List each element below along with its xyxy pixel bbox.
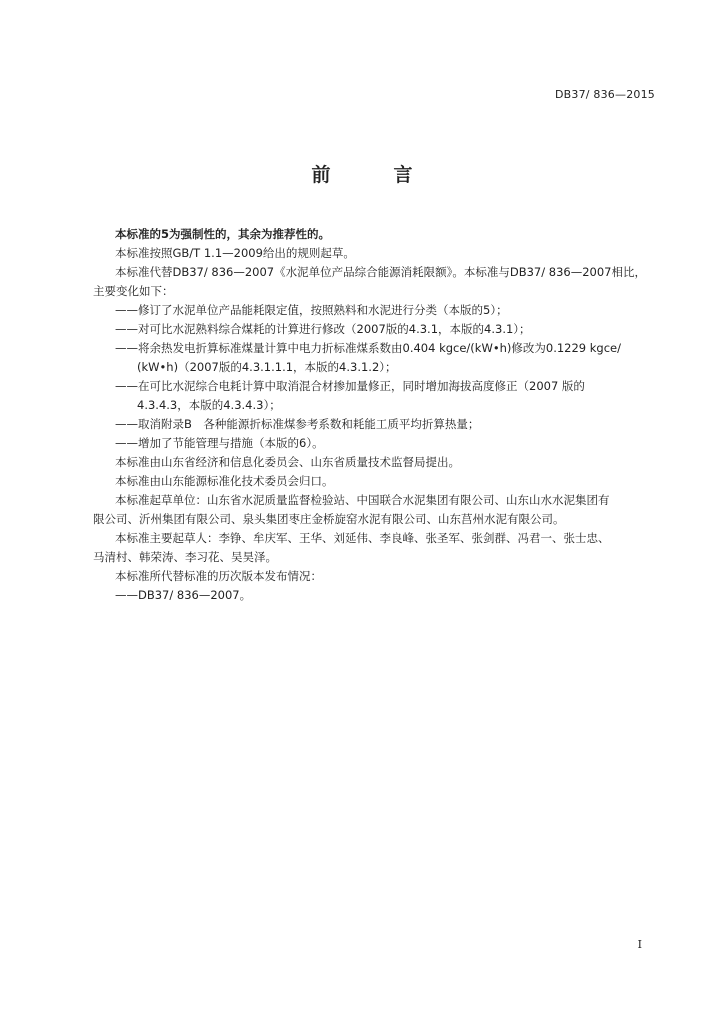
proposed-by: 本标准由山东省经济和信息化委员会、山东省质量技术监督局提出。	[115, 455, 460, 469]
change-item-3-line1: ——将余热发电折算标准煤量计算中电力折标准煤系数由0.404 kgce/(kW•h)修改为0.1229 kgce/	[115, 341, 622, 355]
change-item-3-line2: (kW•h)（2007版的4.3.1.1.1，本版的4.3.1.2）；	[137, 360, 397, 374]
managed-by: 本标准由山东能源标准化技术委员会归口。	[115, 474, 334, 488]
change-item-2: ——对可比水泥熟料综合煤耗的计算进行修改（2007版的4.3.1，本版的4.3.1）；	[115, 322, 531, 336]
drafting-rule: 本标准按照GB/T 1.1—2009给出的规则起草。	[115, 246, 355, 260]
page-number: I	[637, 938, 642, 951]
foreword-body	[93, 225, 659, 605]
history-statement: 本标准所代替标准的历次版本发布情况：	[115, 569, 322, 583]
standard-code: DB37/ 836—2015	[554, 88, 655, 101]
drafting-units-line2: 限公司、沂州集团有限公司、泉头集团枣庄金桥旋窑水泥有限公司、山东莒州水泥有限公司。	[93, 512, 565, 526]
drafters-line1: 本标准主要起草人：李铮、牟庆军、王华、刘延伟、李良峰、张圣军、张剑群、冯君一、张士忠、	[115, 531, 610, 545]
change-item-4-line1: ——在可比水泥综合电耗计算中取消混合材掺加量修正，同时增加海拔高度修正（2007 版的	[115, 379, 585, 393]
change-item-1: ——修订了水泥单位产品能耗限定值，按照熟料和水泥进行分类（本版的5）；	[115, 303, 508, 317]
drafting-units-line1: 本标准起草单位：山东省水泥质量监督检验站、中国联合水泥集团有限公司、山东山水水泥集团有	[115, 493, 610, 507]
history-item: ——DB37/ 836—2007。	[115, 588, 252, 602]
page-title: 前 言	[311, 164, 435, 186]
replace-statement-line2: 主要变化如下：	[93, 284, 174, 298]
change-item-5: ——取消附录B 各种能源折标准煤参考系数和耗能工质平均折算热量；	[115, 417, 480, 431]
replace-statement-line1: 本标准代替DB37/ 836—2007《水泥单位产品综合能源消耗限额》。本标准与DB37/ 836—2007相比，	[115, 265, 646, 279]
change-item-4-line2: 4.3.4.3，本版的4.3.4.3）；	[137, 398, 281, 412]
change-item-6: ——增加了节能管理与措施（本版的6）。	[115, 436, 324, 450]
mandatory-statement: 本标准的5为强制性的，其余为推荐性的。	[115, 227, 330, 241]
drafters-line2: 马清村、韩荣涛、李习花、吴昊泽。	[93, 550, 277, 564]
